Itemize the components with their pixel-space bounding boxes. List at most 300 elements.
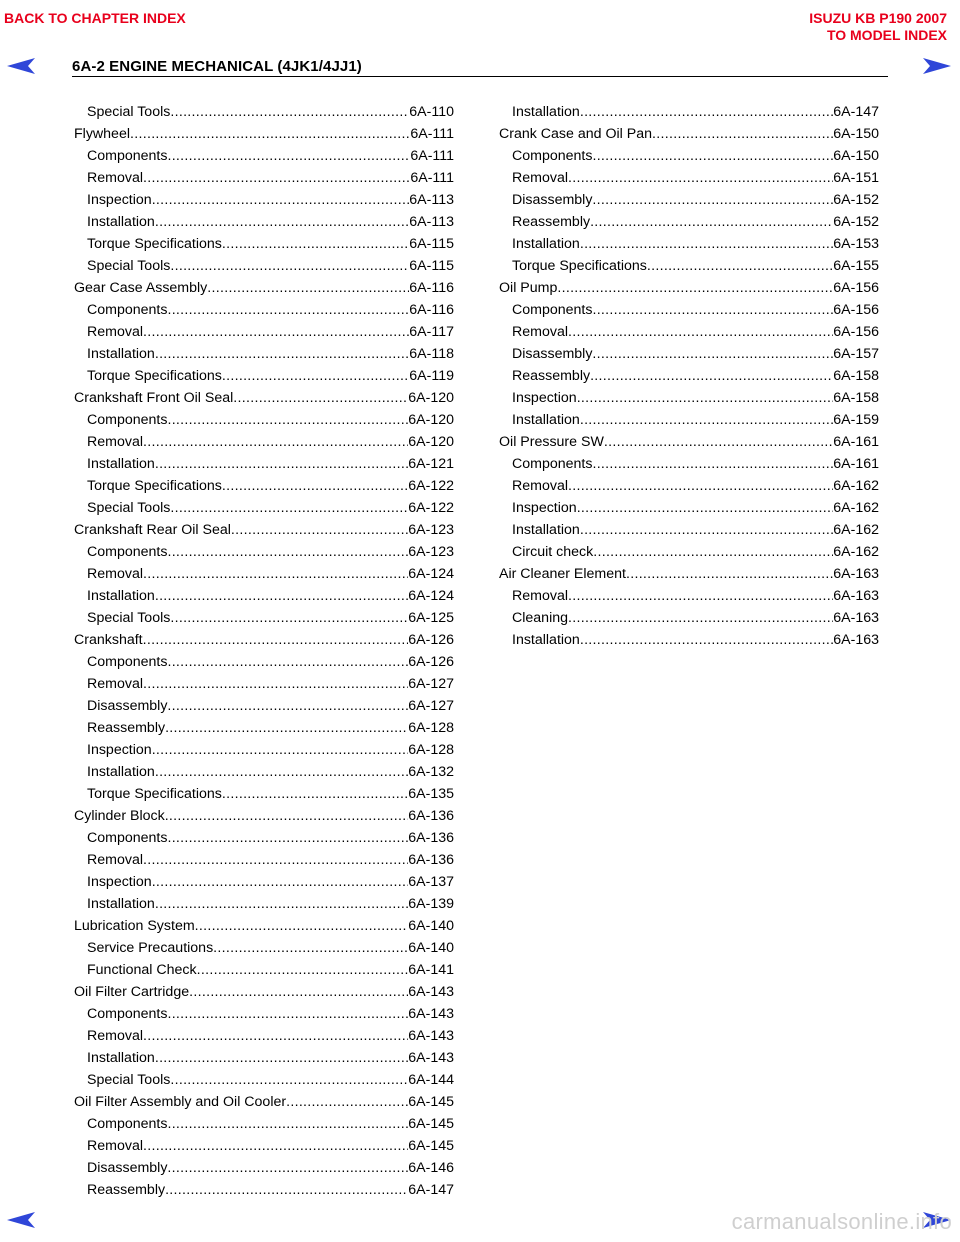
toc-entry[interactable] — [74, 1069, 454, 1091]
toc-entry-label[interactable]: Cleaning — [512, 610, 569, 626]
toc-dot-leader — [143, 849, 408, 871]
toc-entry-page[interactable]: 6A-156 — [833, 280, 879, 296]
toc-entry[interactable] — [74, 893, 454, 915]
toc-entry-page[interactable]: 6A-120 — [408, 434, 454, 450]
toc-entry-page[interactable]: 6A-115 — [409, 236, 454, 252]
toc-entry-page[interactable]: 6A-122 — [408, 500, 454, 516]
prev-page-arrow-bottom[interactable] — [6, 1211, 36, 1229]
toc-dot-leader — [167, 541, 408, 563]
toc-entry-page[interactable]: 6A-150 — [833, 126, 879, 142]
toc-entry[interactable] — [74, 783, 454, 805]
header-divider — [72, 76, 888, 77]
toc-entry-page[interactable]: 6A-136 — [408, 830, 454, 846]
toc-entry[interactable] — [74, 1113, 454, 1135]
toc-entry[interactable] — [499, 123, 879, 145]
toc-dot-leader — [577, 387, 834, 409]
toc-entry[interactable] — [74, 541, 454, 563]
toc-entry[interactable] — [499, 563, 879, 585]
toc-entry-label[interactable]: Crankshaft Front Oil Seal — [74, 390, 234, 406]
toc-entry-page[interactable]: 6A-158 — [833, 368, 879, 384]
toc-entry[interactable] — [499, 497, 879, 519]
toc-dot-leader — [152, 871, 409, 893]
toc-entry-page[interactable]: 6A-125 — [408, 610, 454, 626]
toc-entry-label[interactable]: Lubrication System — [74, 918, 195, 934]
toc-entry-label[interactable]: Components — [87, 830, 168, 846]
toc-entry[interactable] — [74, 849, 454, 871]
toc-entry-label[interactable]: Removal — [87, 324, 143, 340]
toc-entry[interactable] — [499, 629, 879, 651]
toc-entry-page[interactable]: 6A-163 — [833, 632, 879, 648]
toc-entry-label[interactable]: Reassembly — [87, 1182, 166, 1198]
toc-entry[interactable] — [499, 541, 879, 563]
toc-entry-label[interactable]: Special Tools — [87, 1072, 171, 1088]
model-index-link[interactable] — [809, 10, 947, 44]
toc-entry[interactable] — [74, 189, 454, 211]
toc-entry[interactable] — [74, 431, 454, 453]
toc-entry[interactable] — [499, 365, 879, 387]
toc-entry-page[interactable]: 6A-140 — [408, 940, 454, 956]
toc-entry[interactable] — [74, 1047, 454, 1069]
toc-entry-page[interactable]: 6A-126 — [408, 632, 454, 648]
toc-dot-leader — [590, 365, 833, 387]
toc-entry-page[interactable]: 6A-145 — [408, 1138, 454, 1154]
toc-entry-label[interactable]: Installation — [87, 1050, 155, 1066]
toc-entry[interactable] — [74, 475, 454, 497]
toc-entry[interactable] — [499, 585, 879, 607]
toc-entry-page[interactable]: 6A-118 — [409, 346, 454, 362]
toc-entry-label[interactable]: Removal — [87, 676, 143, 692]
toc-entry-label[interactable]: Special Tools — [87, 258, 171, 274]
toc-entry-label[interactable]: Components — [512, 148, 593, 164]
toc-dot-leader — [286, 1091, 408, 1113]
toc-dot-leader — [577, 497, 834, 519]
toc-entry-page[interactable]: 6A-161 — [833, 434, 879, 450]
toc-entry-page[interactable]: 6A-162 — [833, 478, 879, 494]
toc-entry-page[interactable]: 6A-137 — [408, 874, 454, 890]
toc-entry-page[interactable]: 6A-139 — [408, 896, 454, 912]
toc-entry[interactable] — [499, 167, 879, 189]
toc-entry-label[interactable]: Components — [87, 1006, 168, 1022]
toc-entry-label[interactable]: Crankshaft Rear Oil Seal — [74, 522, 231, 538]
toc-entry-label[interactable]: Installation — [512, 236, 580, 252]
toc-entry-page[interactable]: 6A-124 — [408, 588, 454, 604]
toc-entry[interactable] — [499, 475, 879, 497]
toc-entry-label[interactable]: Removal — [87, 852, 143, 868]
toc-entry[interactable] — [499, 409, 879, 431]
toc-column-right — [499, 101, 879, 651]
toc-dot-leader — [568, 607, 833, 629]
toc-entry-label[interactable]: Oil Pump — [499, 280, 558, 296]
toc-entry-label[interactable]: Inspection — [87, 874, 152, 890]
toc-entry[interactable] — [74, 695, 454, 717]
toc-entry-label[interactable]: Crank Case and Oil Pan — [499, 126, 652, 142]
toc-entry[interactable] — [74, 299, 454, 321]
toc-dot-leader — [143, 431, 408, 453]
toc-entry-label[interactable]: Special Tools — [87, 104, 171, 120]
toc-dot-leader — [592, 189, 833, 211]
toc-entry-label[interactable]: Installation — [512, 632, 580, 648]
toc-entry-label[interactable]: Cylinder Block — [74, 808, 165, 824]
toc-entry-page[interactable]: 6A-141 — [408, 962, 454, 978]
toc-entry-page[interactable]: 6A-147 — [408, 1182, 454, 1198]
toc-dot-leader — [568, 321, 833, 343]
toc-entry[interactable] — [499, 343, 879, 365]
toc-entry[interactable] — [74, 629, 454, 651]
toc-entry-label[interactable]: Torque Specifications — [87, 236, 222, 252]
toc-entry-page[interactable]: 6A-146 — [408, 1160, 454, 1176]
toc-dot-leader — [167, 1113, 408, 1135]
toc-entry[interactable] — [74, 1157, 454, 1179]
toc-dot-leader — [167, 145, 410, 167]
toc-entry-page[interactable]: 6A-135 — [408, 786, 454, 802]
toc-entry[interactable] — [74, 123, 454, 145]
toc-entry-label[interactable]: Flywheel — [74, 126, 130, 142]
toc-entry[interactable] — [74, 255, 454, 277]
toc-dot-leader — [626, 563, 833, 585]
toc-entry-label[interactable]: Torque Specifications — [87, 478, 222, 494]
toc-entry-page[interactable]: 6A-116 — [409, 280, 454, 296]
toc-entry[interactable] — [74, 1091, 454, 1113]
toc-entry-page[interactable]: 6A-127 — [408, 698, 454, 714]
toc-dot-leader — [165, 805, 409, 827]
toc-entry-page[interactable]: 6A-153 — [833, 236, 879, 252]
toc-entry-label[interactable]: Installation — [87, 764, 155, 780]
toc-dot-leader — [580, 409, 833, 431]
toc-entry-page[interactable]: 6A-143 — [408, 1028, 454, 1044]
toc-dot-leader — [604, 431, 833, 453]
toc-entry[interactable] — [499, 255, 879, 277]
toc-entry-page[interactable]: 6A-124 — [408, 566, 454, 582]
toc-entry-label[interactable]: Components — [87, 412, 168, 428]
toc-dot-leader — [155, 453, 408, 475]
toc-entry-page[interactable]: 6A-162 — [833, 522, 879, 538]
toc-dot-leader — [155, 585, 408, 607]
toc-entry-page[interactable]: 6A-156 — [833, 302, 879, 318]
toc-dot-leader — [167, 827, 408, 849]
toc-entry[interactable] — [74, 1003, 454, 1025]
toc-dot-leader — [197, 959, 409, 981]
toc-dot-leader — [592, 145, 833, 167]
toc-entry[interactable] — [74, 585, 454, 607]
toc-entry[interactable] — [74, 827, 454, 849]
toc-entry-page[interactable]: 6A-150 — [833, 148, 879, 164]
toc-dot-leader — [590, 211, 833, 233]
toc-entry-label[interactable]: Torque Specifications — [512, 258, 647, 274]
toc-entry-label[interactable]: Installation — [512, 104, 580, 120]
toc-dot-leader — [143, 321, 409, 343]
toc-entry-page[interactable]: 6A-128 — [408, 720, 454, 736]
toc-entry-page[interactable]: 6A-143 — [408, 1050, 454, 1066]
toc-dot-leader — [592, 453, 833, 475]
toc-entry-page[interactable]: 6A-144 — [408, 1072, 454, 1088]
toc-entry-page[interactable]: 6A-155 — [833, 258, 879, 274]
toc-entry-page[interactable]: 6A-111 — [410, 148, 454, 164]
toc-entry-label[interactable]: Components — [87, 302, 168, 318]
toc-entry-page[interactable]: 6A-162 — [833, 544, 879, 560]
toc-entry-page[interactable]: 6A-111 — [410, 170, 454, 186]
toc-dot-leader — [155, 1047, 408, 1069]
toc-entry-label[interactable]: Removal — [512, 170, 568, 186]
toc-entry[interactable] — [74, 211, 454, 233]
toc-dot-leader — [155, 893, 408, 915]
toc-entry-page[interactable]: 6A-116 — [409, 302, 454, 318]
toc-entry-page[interactable]: 6A-163 — [833, 610, 879, 626]
toc-entry-label[interactable]: Components — [87, 1116, 168, 1132]
toc-entry-page[interactable]: 6A-145 — [408, 1094, 454, 1110]
toc-entry-label[interactable]: Torque Specifications — [87, 368, 222, 384]
toc-entry[interactable] — [74, 981, 454, 1003]
toc-entry-label[interactable]: Components — [512, 456, 593, 472]
toc-dot-leader — [207, 277, 409, 299]
toc-entry-page[interactable]: 6A-163 — [833, 566, 879, 582]
toc-entry[interactable] — [499, 321, 879, 343]
prev-page-arrow-top[interactable] — [6, 57, 36, 75]
toc-entry[interactable] — [74, 233, 454, 255]
toc-entry-label[interactable]: Circuit check — [512, 544, 594, 560]
toc-entry-label[interactable]: Inspection — [87, 742, 152, 758]
toc-dot-leader — [170, 607, 408, 629]
toc-entry-label[interactable]: Oil Pressure SW — [499, 434, 604, 450]
back-to-chapter-index-link[interactable]: BACK TO CHAPTER INDEX — [4, 10, 186, 26]
toc-entry-label[interactable]: Components — [87, 544, 168, 560]
toc-entry[interactable] — [74, 937, 454, 959]
toc-entry-page[interactable]: 6A-123 — [408, 522, 454, 538]
toc-dot-leader — [213, 937, 408, 959]
toc-dot-leader — [155, 343, 409, 365]
toc-dot-leader — [568, 475, 833, 497]
toc-dot-leader — [167, 409, 408, 431]
to-model-index-label[interactable]: TO MODEL INDEX — [826, 27, 947, 43]
toc-entry[interactable] — [499, 387, 879, 409]
toc-entry[interactable] — [74, 871, 454, 893]
toc-dot-leader — [152, 189, 410, 211]
toc-entry-label[interactable]: Gear Case Assembly — [74, 280, 208, 296]
toc-entry-page[interactable]: 6A-152 — [833, 192, 879, 208]
page-title: 6A-2 ENGINE MECHANICAL (4JK1/4JJ1) — [72, 58, 362, 75]
toc-dot-leader — [170, 255, 409, 277]
toc-entry-label[interactable]: Inspection — [512, 390, 577, 406]
toc-entry-page[interactable]: 6A-113 — [409, 192, 454, 208]
toc-entry-label[interactable]: Oil Filter Assembly and Oil Cooler — [74, 1094, 287, 1110]
toc-entry-page[interactable]: 6A-120 — [408, 390, 454, 406]
toc-entry-label[interactable]: Components — [87, 654, 168, 670]
toc-entry-label[interactable]: Installation — [87, 346, 155, 362]
arrow-right-icon — [922, 57, 952, 75]
toc-entry[interactable] — [499, 101, 879, 123]
toc-entry-page[interactable]: 6A-152 — [833, 214, 879, 230]
toc-dot-leader — [568, 167, 833, 189]
toc-entry-page[interactable]: 6A-147 — [833, 104, 879, 120]
toc-dot-leader — [580, 629, 833, 651]
toc-entry[interactable] — [74, 343, 454, 365]
toc-dot-leader — [152, 739, 409, 761]
toc-dot-leader — [233, 387, 408, 409]
toc-entry[interactable] — [74, 277, 454, 299]
toc-entry[interactable] — [499, 145, 879, 167]
toc-entry[interactable] — [74, 761, 454, 783]
toc-entry[interactable] — [74, 409, 454, 431]
toc-dot-leader — [165, 1179, 408, 1201]
toc-dot-leader — [222, 365, 409, 387]
toc-entry[interactable] — [499, 453, 879, 475]
toc-entry-page[interactable]: 6A-127 — [408, 676, 454, 692]
toc-entry-label[interactable]: Installation — [87, 588, 155, 604]
toc-entry[interactable] — [74, 453, 454, 475]
toc-dot-leader — [143, 563, 408, 585]
toc-entry-label[interactable]: Removal — [87, 434, 143, 450]
toc-entry-label[interactable]: Disassembly — [87, 1160, 168, 1176]
toc-dot-leader — [592, 299, 833, 321]
model-title[interactable]: ISUZU KB P190 2007 — [809, 10, 947, 26]
toc-entry-label[interactable]: Installation — [512, 412, 580, 428]
toc-dot-leader — [143, 1135, 408, 1157]
toc-entry[interactable] — [499, 519, 879, 541]
toc-entry-page[interactable]: 6A-128 — [408, 742, 454, 758]
toc-entry-label[interactable]: Components — [87, 148, 168, 164]
toc-entry-label[interactable]: Removal — [87, 566, 143, 582]
next-page-arrow-top[interactable] — [922, 57, 952, 75]
toc-entry-label[interactable]: Removal — [512, 324, 568, 340]
toc-dot-leader — [167, 299, 409, 321]
toc-entry-label[interactable]: Functional Check — [87, 962, 197, 978]
toc-entry-label[interactable]: Removal — [512, 478, 568, 494]
toc-entry[interactable] — [74, 519, 454, 541]
toc-entry-page[interactable]: 6A-122 — [408, 478, 454, 494]
toc-entry-page[interactable]: 6A-161 — [833, 456, 879, 472]
toc-dot-leader — [143, 629, 409, 651]
toc-dot-leader — [167, 1157, 408, 1179]
toc-entry[interactable] — [74, 497, 454, 519]
toc-dot-leader — [165, 717, 408, 739]
toc-dot-leader — [647, 255, 833, 277]
toc-entry-page[interactable]: 6A-156 — [833, 324, 879, 340]
toc-entry[interactable] — [74, 959, 454, 981]
toc-entry-label[interactable]: Installation — [87, 456, 155, 472]
toc-entry-label[interactable]: Crankshaft — [74, 632, 143, 648]
toc-entry-page[interactable]: 6A-143 — [408, 984, 454, 1000]
toc-entry-label[interactable]: Installation — [87, 214, 155, 230]
toc-entry[interactable] — [74, 651, 454, 673]
toc-dot-leader — [167, 695, 408, 717]
toc-entry-label[interactable]: Torque Specifications — [87, 786, 222, 802]
toc-entry[interactable] — [499, 211, 879, 233]
toc-entry-page[interactable]: 6A-151 — [833, 170, 879, 186]
toc-entry[interactable] — [74, 717, 454, 739]
toc-entry[interactable] — [74, 145, 454, 167]
toc-dot-leader — [568, 585, 833, 607]
toc-entry-label[interactable]: Disassembly — [512, 192, 593, 208]
toc-entry-label[interactable]: Removal — [512, 588, 568, 604]
toc-entry[interactable] — [499, 431, 879, 453]
toc-entry[interactable] — [74, 1179, 454, 1201]
toc-entry[interactable] — [74, 1135, 454, 1157]
toc-dot-leader — [557, 277, 833, 299]
toc-dot-leader — [222, 475, 408, 497]
toc-entry-page[interactable]: 6A-136 — [408, 808, 454, 824]
toc-entry[interactable] — [74, 915, 454, 937]
toc-entry-label[interactable]: Removal — [87, 1138, 143, 1154]
toc-entry[interactable] — [74, 739, 454, 761]
toc-entry-page[interactable]: 6A-145 — [408, 1116, 454, 1132]
toc-entry-page[interactable]: 6A-143 — [408, 1006, 454, 1022]
toc-entry-label[interactable]: Disassembly — [87, 698, 168, 714]
toc-entry[interactable] — [74, 1025, 454, 1047]
toc-entry[interactable] — [74, 167, 454, 189]
toc-entry-page[interactable]: 6A-158 — [833, 390, 879, 406]
toc-entry-page[interactable]: 6A-159 — [833, 412, 879, 428]
toc-entry-label[interactable]: Special Tools — [87, 500, 171, 516]
toc-entry[interactable] — [74, 321, 454, 343]
toc-entry-page[interactable]: 6A-115 — [409, 258, 454, 274]
toc-entry-page[interactable]: 6A-140 — [408, 918, 454, 934]
toc-entry-page[interactable]: 6A-113 — [409, 214, 454, 230]
toc-entry[interactable] — [74, 805, 454, 827]
toc-entry-page[interactable]: 6A-136 — [408, 852, 454, 868]
toc-entry-page[interactable]: 6A-117 — [409, 324, 454, 340]
toc-entry-page[interactable]: 6A-132 — [408, 764, 454, 780]
toc-entry-label[interactable]: Special Tools — [87, 610, 171, 626]
toc-entry-label[interactable]: Inspection — [87, 192, 152, 208]
toc-entry-page[interactable]: 6A-162 — [833, 500, 879, 516]
toc-entry[interactable] — [74, 101, 454, 123]
toc-entry-label[interactable]: Reassembly — [87, 720, 166, 736]
toc-entry[interactable] — [74, 387, 454, 409]
toc-dot-leader — [592, 343, 833, 365]
toc-entry-label[interactable]: Oil Filter Cartridge — [74, 984, 190, 1000]
toc-dot-leader — [222, 233, 409, 255]
toc-entry-label[interactable]: Service Precautions — [87, 940, 214, 956]
toc-entry[interactable] — [74, 673, 454, 695]
toc-entry-page[interactable]: 6A-126 — [408, 654, 454, 670]
arrow-left-icon — [6, 57, 36, 75]
toc-dot-leader — [189, 981, 408, 1003]
toc-dot-leader — [170, 497, 408, 519]
toc-dot-leader — [580, 101, 833, 123]
toc-dot-leader — [155, 211, 409, 233]
toc-entry-label[interactable]: Reassembly — [512, 368, 591, 384]
toc-entry-label[interactable]: Inspection — [512, 500, 577, 516]
toc-entry-label[interactable]: Installation — [87, 896, 155, 912]
toc-entry-label[interactable]: Removal — [87, 170, 143, 186]
toc-entry-label[interactable]: Disassembly — [512, 346, 593, 362]
toc-entry-label[interactable]: Components — [512, 302, 593, 318]
toc-entry[interactable] — [499, 189, 879, 211]
toc-entry[interactable] — [499, 607, 879, 629]
toc-entry[interactable] — [499, 233, 879, 255]
toc-entry[interactable] — [74, 607, 454, 629]
toc-entry[interactable] — [499, 277, 879, 299]
toc-entry-page[interactable]: 6A-119 — [409, 368, 454, 384]
toc-entry-label[interactable]: Air Cleaner Element — [499, 566, 626, 582]
toc-entry-page[interactable]: 6A-120 — [408, 412, 454, 428]
toc-dot-leader — [143, 167, 410, 189]
toc-entry[interactable] — [74, 365, 454, 387]
toc-entry-page[interactable]: 6A-123 — [408, 544, 454, 560]
toc-dot-leader — [167, 1003, 408, 1025]
toc-dot-leader — [195, 915, 409, 937]
toc-entry-page[interactable]: 6A-163 — [833, 588, 879, 604]
toc-entry-page[interactable]: 6A-110 — [409, 104, 454, 120]
toc-entry-label[interactable]: Reassembly — [512, 214, 591, 230]
toc-entry-page[interactable]: 6A-121 — [408, 456, 454, 472]
toc-entry-page[interactable]: 6A-111 — [410, 126, 454, 142]
toc-entry[interactable] — [74, 563, 454, 585]
toc-entry[interactable] — [499, 299, 879, 321]
toc-dot-leader — [130, 123, 410, 145]
toc-entry-label[interactable]: Removal — [87, 1028, 143, 1044]
toc-entry-page[interactable]: 6A-157 — [833, 346, 879, 362]
toc-entry-label[interactable]: Installation — [512, 522, 580, 538]
